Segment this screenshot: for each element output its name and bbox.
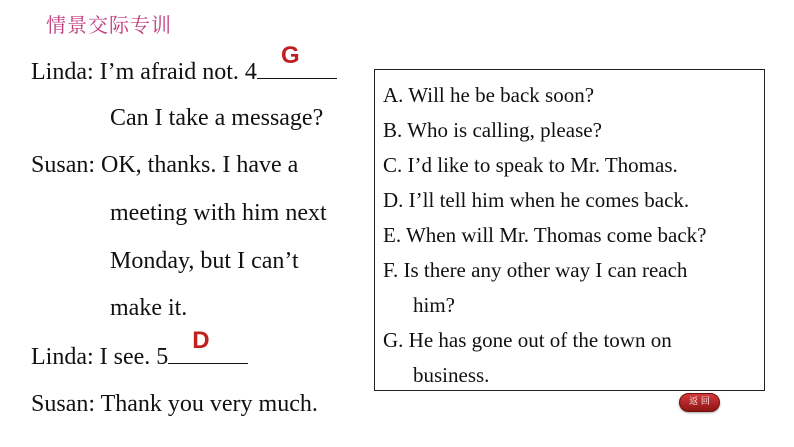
- dialogue-line: [31, 327, 248, 372]
- back-button[interactable]: 返 回: [679, 393, 720, 412]
- dialogue-line: Can I take a message?: [110, 105, 324, 131]
- option-a: A. Will he be back soon?: [383, 83, 595, 107]
- dialogue-text: Linda: I see. 5: [31, 344, 169, 370]
- dialogue-line: Susan: Thank you very much.: [31, 391, 318, 417]
- option-f: F. Is there any other way I can reach: [383, 258, 688, 282]
- dialogue-line: [31, 42, 337, 87]
- section-title: 情景交际专训: [46, 13, 172, 37]
- option-c: C. I’d like to speak to Mr. Thomas.: [383, 153, 678, 177]
- option-d: D. I’ll tell him when he comes back.: [383, 188, 690, 212]
- options-box: [374, 69, 765, 391]
- option-f-continued: him?: [413, 293, 455, 317]
- option-g: G. He has gone out of the town on: [383, 328, 672, 352]
- option-g-continued: business.: [413, 363, 490, 387]
- dialogue-line: make it.: [110, 295, 188, 321]
- dialogue-text: Linda: I’m afraid not. 4: [31, 59, 257, 85]
- answer-4: G: [280, 42, 300, 69]
- option-b: B. Who is calling, please?: [383, 118, 602, 142]
- dialogue-line: meeting with him next: [110, 200, 327, 226]
- option-e: E. When will Mr. Thomas come back?: [383, 223, 707, 247]
- answer-blank-5: [168, 327, 248, 364]
- answer-blank-4: [257, 42, 337, 79]
- dialogue-line: Susan: OK, thanks. I have a: [31, 152, 299, 178]
- dialogue-line: Monday, but I can’t: [110, 248, 299, 274]
- answer-5: D: [192, 327, 210, 354]
